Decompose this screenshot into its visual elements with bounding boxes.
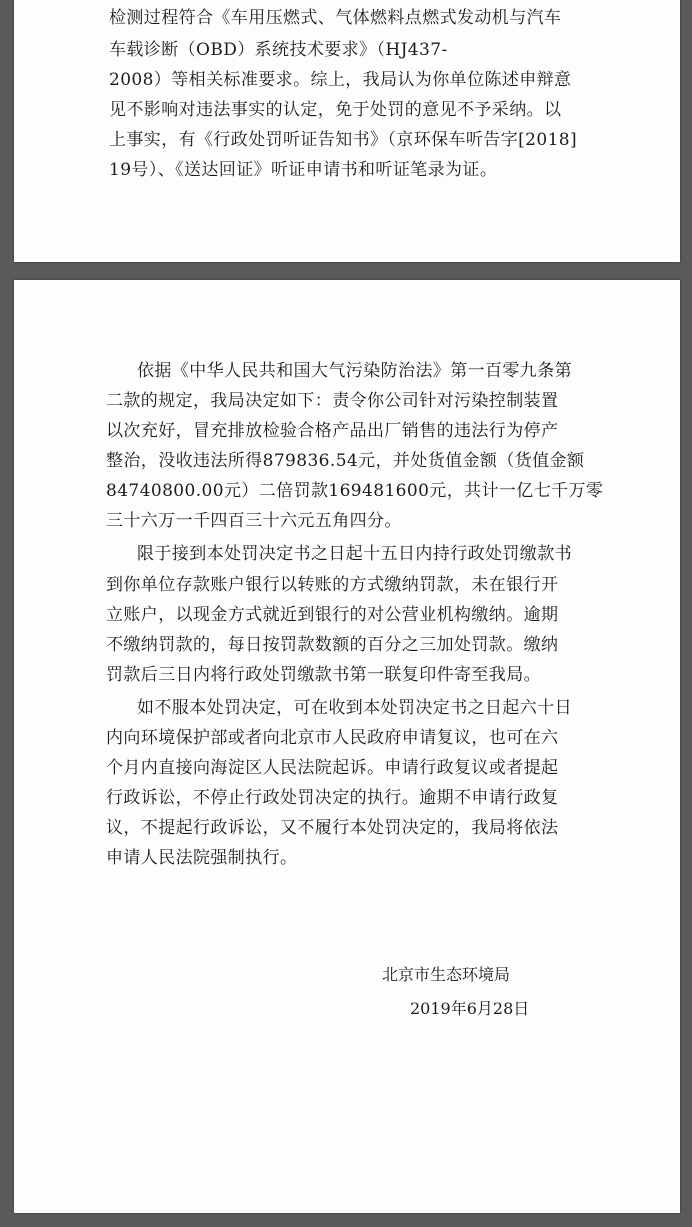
- paragraph-3-line: 如不服本处罚决定，可在收到本处罚决定书之日起六十日: [137, 698, 572, 718]
- paragraph-1-line: 以次充好，冒充排放检验合格产品出厂销售的违法行为停产: [106, 421, 559, 441]
- paragraph-1-line: 依据《中华人民共和国大气污染防治法》第一百零九条第: [137, 361, 572, 381]
- paragraph-2-line: 不缴纳罚款的，每日按罚款数额的百分之三加处罚款。缴纳: [106, 635, 559, 655]
- paragraph-2-line: 立账户，以现金方式就近到银行的对公营业机构缴纳。逾期: [106, 605, 559, 625]
- paragraph-1-line: 84740800.00元）二倍罚款169481600元，共计一亿七千万零: [106, 481, 604, 501]
- text-line: 车载诊断（OBD）系统技术要求》（HJ437-: [109, 40, 448, 60]
- text-line: 2008）等相关标准要求。综上，我局认为你单位陈述申辩意: [109, 70, 572, 90]
- document-page-1: [14, 0, 680, 262]
- paragraph-1-line: 三十六万一千四百三十六元五角四分。: [106, 511, 402, 531]
- signature-org: 北京市生态环境局: [382, 965, 511, 984]
- text-line: 上事实，有《行政处罚听证告知书》（京环保车听告字[2018]: [109, 130, 578, 150]
- paragraph-3-line: 内向环境保护部或者向北京市人民政府申请复议，也可在六: [106, 728, 559, 748]
- text-line: 检测过程符合《车用压燃式、气体燃料点燃式发动机与汽车: [109, 8, 562, 28]
- paragraph-1-line: 整治，没收违法所得879836.54元，并处货值金额（货值金额: [106, 451, 585, 471]
- paragraph-2-line: 到你单位存款账户银行以转账的方式缴纳罚款，未在银行开: [106, 575, 559, 595]
- paragraph-2-line: 罚款后三日内将行政处罚缴款书第一联复印件寄至我局。: [106, 665, 541, 685]
- paragraph-3-line: 申请人民法院强制执行。: [106, 848, 298, 868]
- paragraph-3-line: 议，不提起行政诉讼，又不履行本处罚决定的，我局将依法: [106, 818, 559, 838]
- text-line: 见不影响对违法事实的认定，免于处罚的意见不予采纳。以: [109, 100, 562, 120]
- paragraph-2-line: 限于接到本处罚决定书之日起十五日内持行政处罚缴款书: [137, 544, 572, 564]
- paragraph-3-line: 行政诉讼，不停止行政处罚决定的执行。逾期不申请行政复: [106, 788, 559, 808]
- paragraph-3-line: 个月内直接向海淀区人民法院起诉。申请行政复议或者提起: [106, 758, 559, 778]
- text-line: 19号）、《送达回证》听证申请书和听证笔录为证。: [109, 160, 498, 180]
- document-page-2: [14, 280, 680, 1213]
- signature-date: 2019年6月28日: [410, 999, 530, 1018]
- paragraph-1-line: 二款的规定，我局决定如下：责令你公司针对污染控制装置: [106, 391, 559, 411]
